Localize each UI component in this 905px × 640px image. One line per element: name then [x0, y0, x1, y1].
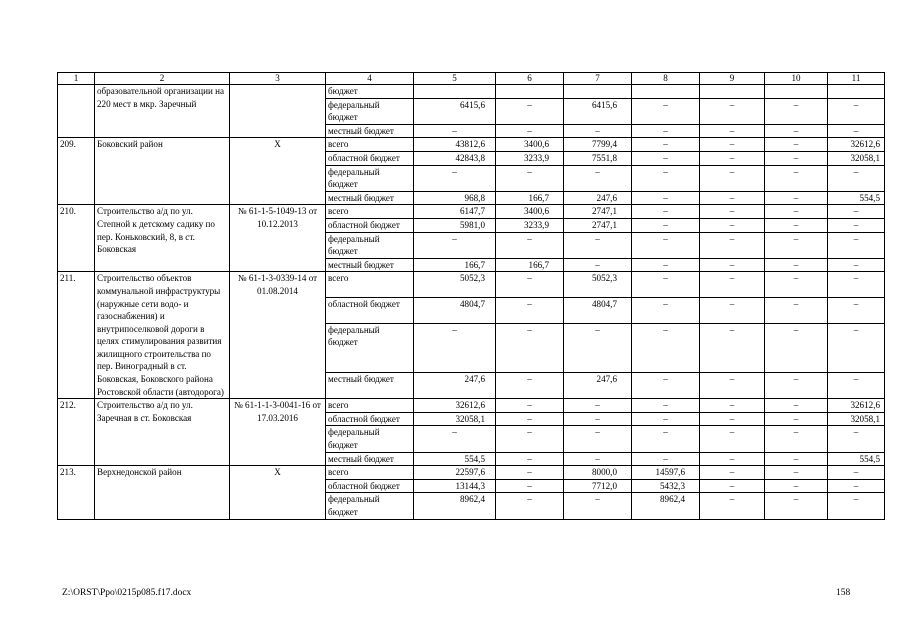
amount-cell: 166,7	[496, 258, 564, 272]
amount-cell: 32058,1	[414, 412, 496, 426]
amount-cell: 6415,6	[564, 98, 632, 124]
amount-cell: –	[765, 466, 828, 480]
amount-cell: –	[700, 218, 765, 232]
amount-cell: –	[765, 493, 828, 519]
column-header: 4	[326, 73, 414, 85]
amount-cell: 32612,6	[828, 138, 885, 152]
amount-cell: 968,8	[414, 191, 496, 205]
amount-cell: 13144,3	[414, 479, 496, 493]
amount-cell: 32058,1	[828, 151, 885, 165]
amount-cell: –	[496, 98, 564, 124]
amount-cell: –	[765, 298, 828, 324]
amount-cell: –	[700, 466, 765, 480]
object-name: образовательной организации на 220 мест в мкр. Заречный	[95, 85, 230, 138]
funding-source: областной бюджет	[326, 479, 414, 493]
amount-cell: 166,7	[496, 191, 564, 205]
amount-cell: –	[496, 426, 564, 452]
amount-cell: –	[765, 323, 828, 373]
object-name: Верхнедонской район	[95, 466, 230, 519]
amount-cell: –	[765, 151, 828, 165]
amount-cell: 554,5	[828, 191, 885, 205]
row-number: 213.	[58, 466, 95, 519]
amount-cell: –	[496, 399, 564, 413]
amount-cell: –	[765, 124, 828, 138]
column-header: 6	[496, 73, 564, 85]
amount-cell: –	[700, 412, 765, 426]
amount-cell: –	[632, 412, 700, 426]
amount-cell: –	[414, 124, 496, 138]
file-path: Z:\ORST\Ppo\0215p085.f17.docx	[62, 588, 192, 598]
amount-cell: –	[828, 205, 885, 219]
document-number: Х	[230, 138, 326, 205]
amount-cell: –	[632, 258, 700, 272]
amount-cell: 6415,6	[414, 98, 496, 124]
funding-source: местный бюджет	[326, 452, 414, 466]
amount-cell: –	[700, 399, 765, 413]
column-header: 5	[414, 73, 496, 85]
amount-cell: 7799,4	[564, 138, 632, 152]
amount-cell: –	[700, 323, 765, 373]
amount-cell: –	[632, 323, 700, 373]
amount-cell: –	[700, 258, 765, 272]
funding-source: областной бюджет	[326, 151, 414, 165]
amount-cell: –	[828, 479, 885, 493]
amount-cell: 3400,6	[496, 138, 564, 152]
amount-cell	[765, 85, 828, 99]
amount-cell	[700, 85, 765, 99]
amount-cell: –	[632, 218, 700, 232]
funding-source: областной бюджет	[326, 412, 414, 426]
amount-cell: –	[700, 272, 765, 298]
amount-cell: –	[700, 151, 765, 165]
amount-cell: 3233,9	[496, 218, 564, 232]
amount-cell: –	[564, 426, 632, 452]
funding-source: всего	[326, 138, 414, 152]
amount-cell	[632, 85, 700, 99]
amount-cell: –	[765, 218, 828, 232]
amount-cell: –	[496, 466, 564, 480]
amount-cell: –	[496, 452, 564, 466]
amount-cell: –	[632, 399, 700, 413]
table-row	[58, 466, 885, 480]
funding-source: федеральный бюджет	[326, 426, 414, 452]
column-header: 9	[700, 73, 765, 85]
object-name: Строительство а/д по ул. Заречная в ст. Боковская	[95, 399, 230, 466]
amount-cell: 247,6	[414, 373, 496, 399]
amount-cell: –	[564, 323, 632, 373]
amount-cell: –	[564, 399, 632, 413]
funding-source: всего	[326, 399, 414, 413]
column-header: 10	[765, 73, 828, 85]
column-header: 11	[828, 73, 885, 85]
table-header-row	[58, 73, 885, 85]
amount-cell: –	[496, 272, 564, 298]
row-number: 210.	[58, 205, 95, 272]
amount-cell: –	[828, 258, 885, 272]
amount-cell: –	[632, 426, 700, 452]
funding-source: местный бюджет	[326, 191, 414, 205]
amount-cell: –	[828, 98, 885, 124]
table-body	[58, 85, 885, 520]
budget-table	[57, 72, 885, 520]
table-row	[58, 399, 885, 413]
amount-cell: 2747,1	[564, 205, 632, 219]
table-row	[58, 272, 885, 298]
amount-cell: –	[700, 426, 765, 452]
amount-cell: 22597,6	[414, 466, 496, 480]
object-name: Боковский район	[95, 138, 230, 205]
amount-cell: 43812,6	[414, 138, 496, 152]
amount-cell: 4804,7	[564, 298, 632, 324]
document-number: Х	[230, 466, 326, 519]
row-number: 212.	[58, 399, 95, 466]
amount-cell: 6147,7	[414, 205, 496, 219]
amount-cell: 8000,0	[564, 466, 632, 480]
amount-cell: –	[700, 373, 765, 399]
amount-cell: –	[700, 98, 765, 124]
amount-cell: –	[414, 232, 496, 258]
table-row	[58, 85, 885, 99]
amount-cell: 32612,6	[828, 399, 885, 413]
column-header: 8	[632, 73, 700, 85]
amount-cell: 166,7	[414, 258, 496, 272]
amount-cell: –	[828, 493, 885, 519]
object-name: Строительство а/д по ул. Степной к детскому садику по пер. Коньковский, 8, в ст. Боковская	[95, 205, 230, 272]
amount-cell: –	[632, 373, 700, 399]
funding-source: федеральный бюджет	[326, 232, 414, 258]
amount-cell: 5981,0	[414, 218, 496, 232]
amount-cell	[496, 85, 564, 99]
amount-cell: –	[632, 138, 700, 152]
amount-cell: –	[828, 124, 885, 138]
amount-cell: –	[414, 323, 496, 373]
amount-cell: 32058,1	[828, 412, 885, 426]
amount-cell: –	[828, 218, 885, 232]
amount-cell: –	[632, 124, 700, 138]
amount-cell: –	[414, 165, 496, 191]
amount-cell: –	[765, 258, 828, 272]
funding-source: всего	[326, 466, 414, 480]
page-number: 158	[836, 588, 851, 598]
amount-cell: 247,6	[564, 373, 632, 399]
amount-cell: 8962,4	[632, 493, 700, 519]
column-header: 1	[58, 73, 95, 85]
funding-source: всего	[326, 272, 414, 298]
funding-source: федеральный бюджет	[326, 493, 414, 519]
amount-cell: 7712,0	[564, 479, 632, 493]
amount-cell: –	[496, 323, 564, 373]
amount-cell	[414, 85, 496, 99]
amount-cell: –	[765, 479, 828, 493]
amount-cell: –	[828, 323, 885, 373]
amount-cell: –	[564, 258, 632, 272]
amount-cell: –	[700, 205, 765, 219]
amount-cell: –	[765, 452, 828, 466]
amount-cell: –	[496, 493, 564, 519]
amount-cell: –	[496, 373, 564, 399]
amount-cell: –	[632, 165, 700, 191]
amount-cell: 4804,7	[414, 298, 496, 324]
amount-cell: –	[496, 124, 564, 138]
amount-cell: –	[632, 205, 700, 219]
column-header: 7	[564, 73, 632, 85]
amount-cell: –	[765, 399, 828, 413]
amount-cell: 5052,3	[564, 272, 632, 298]
amount-cell: 5052,3	[414, 272, 496, 298]
amount-cell: –	[765, 232, 828, 258]
amount-cell: –	[765, 165, 828, 191]
amount-cell: –	[632, 98, 700, 124]
amount-cell: –	[632, 272, 700, 298]
column-header: 2	[95, 73, 230, 85]
funding-source: областной бюджет	[326, 298, 414, 324]
amount-cell: –	[496, 412, 564, 426]
funding-source: всего	[326, 205, 414, 219]
amount-cell: –	[700, 232, 765, 258]
amount-cell: –	[700, 479, 765, 493]
row-number: 209.	[58, 138, 95, 205]
amount-cell: 5432,3	[632, 479, 700, 493]
amount-cell: 14597,6	[632, 466, 700, 480]
table-row	[58, 205, 885, 219]
amount-cell: –	[765, 98, 828, 124]
object-name: Строительство объектов коммунальной инфраструктуры (наружные сети водо- и газоснабжения) и внутрипоселковой дороги в целях стимулирования развития жилищного строительства по пер. Виноградный в ст. Боковская, Боковского района Ростовской области (автодорога)	[95, 272, 230, 399]
amount-cell: –	[564, 124, 632, 138]
amount-cell: –	[700, 298, 765, 324]
amount-cell: –	[632, 151, 700, 165]
amount-cell: 7551,8	[564, 151, 632, 165]
document-number: № 61-1-3-0339-14 от 01.08.2014	[230, 272, 326, 399]
amount-cell: –	[496, 165, 564, 191]
amount-cell	[564, 85, 632, 99]
amount-cell: 3400,6	[496, 205, 564, 219]
amount-cell: –	[632, 232, 700, 258]
amount-cell: –	[828, 466, 885, 480]
amount-cell: 2747,1	[564, 218, 632, 232]
funding-source: местный бюджет	[326, 373, 414, 399]
amount-cell: –	[828, 426, 885, 452]
amount-cell: –	[700, 493, 765, 519]
amount-cell: –	[700, 452, 765, 466]
funding-source: областной бюджет	[326, 218, 414, 232]
amount-cell: –	[700, 191, 765, 205]
document-number: № 61-1-5-1049-13 от 10.12.2013	[230, 205, 326, 272]
funding-source: федеральный бюджет	[326, 323, 414, 373]
amount-cell: –	[564, 452, 632, 466]
amount-cell: –	[414, 426, 496, 452]
table-row	[58, 138, 885, 152]
amount-cell: –	[765, 272, 828, 298]
amount-cell	[828, 85, 885, 99]
funding-source: местный бюджет	[326, 124, 414, 138]
amount-cell: –	[828, 298, 885, 324]
amount-cell: –	[765, 191, 828, 205]
amount-cell: –	[496, 479, 564, 493]
amount-cell: 42843,8	[414, 151, 496, 165]
amount-cell: –	[828, 165, 885, 191]
amount-cell: –	[828, 373, 885, 399]
amount-cell: –	[765, 205, 828, 219]
amount-cell: 32612,6	[414, 399, 496, 413]
amount-cell: –	[828, 272, 885, 298]
amount-cell: 554,5	[828, 452, 885, 466]
amount-cell: –	[765, 426, 828, 452]
amount-cell: –	[496, 232, 564, 258]
amount-cell: –	[828, 232, 885, 258]
amount-cell: –	[700, 124, 765, 138]
amount-cell: 3233,9	[496, 151, 564, 165]
funding-source: бюджет	[326, 85, 414, 99]
amount-cell: –	[765, 138, 828, 152]
document-number	[230, 85, 326, 138]
funding-source: федеральный бюджет	[326, 98, 414, 124]
amount-cell: 554,5	[414, 452, 496, 466]
amount-cell: –	[700, 138, 765, 152]
funding-source: федеральный бюджет	[326, 165, 414, 191]
document-number: № 61-1-1-3-0041-16 от 17.03.2016	[230, 399, 326, 466]
amount-cell: –	[564, 412, 632, 426]
amount-cell: –	[632, 191, 700, 205]
amount-cell: 8962,4	[414, 493, 496, 519]
column-header: 3	[230, 73, 326, 85]
amount-cell: –	[496, 298, 564, 324]
amount-cell: –	[765, 412, 828, 426]
funding-source: местный бюджет	[326, 258, 414, 272]
amount-cell: –	[632, 298, 700, 324]
amount-cell: 247,6	[564, 191, 632, 205]
amount-cell: –	[564, 493, 632, 519]
amount-cell: –	[564, 232, 632, 258]
amount-cell: –	[700, 165, 765, 191]
row-number: 211.	[58, 272, 95, 399]
row-number	[58, 85, 95, 138]
amount-cell: –	[765, 373, 828, 399]
amount-cell: –	[632, 452, 700, 466]
amount-cell: –	[564, 165, 632, 191]
